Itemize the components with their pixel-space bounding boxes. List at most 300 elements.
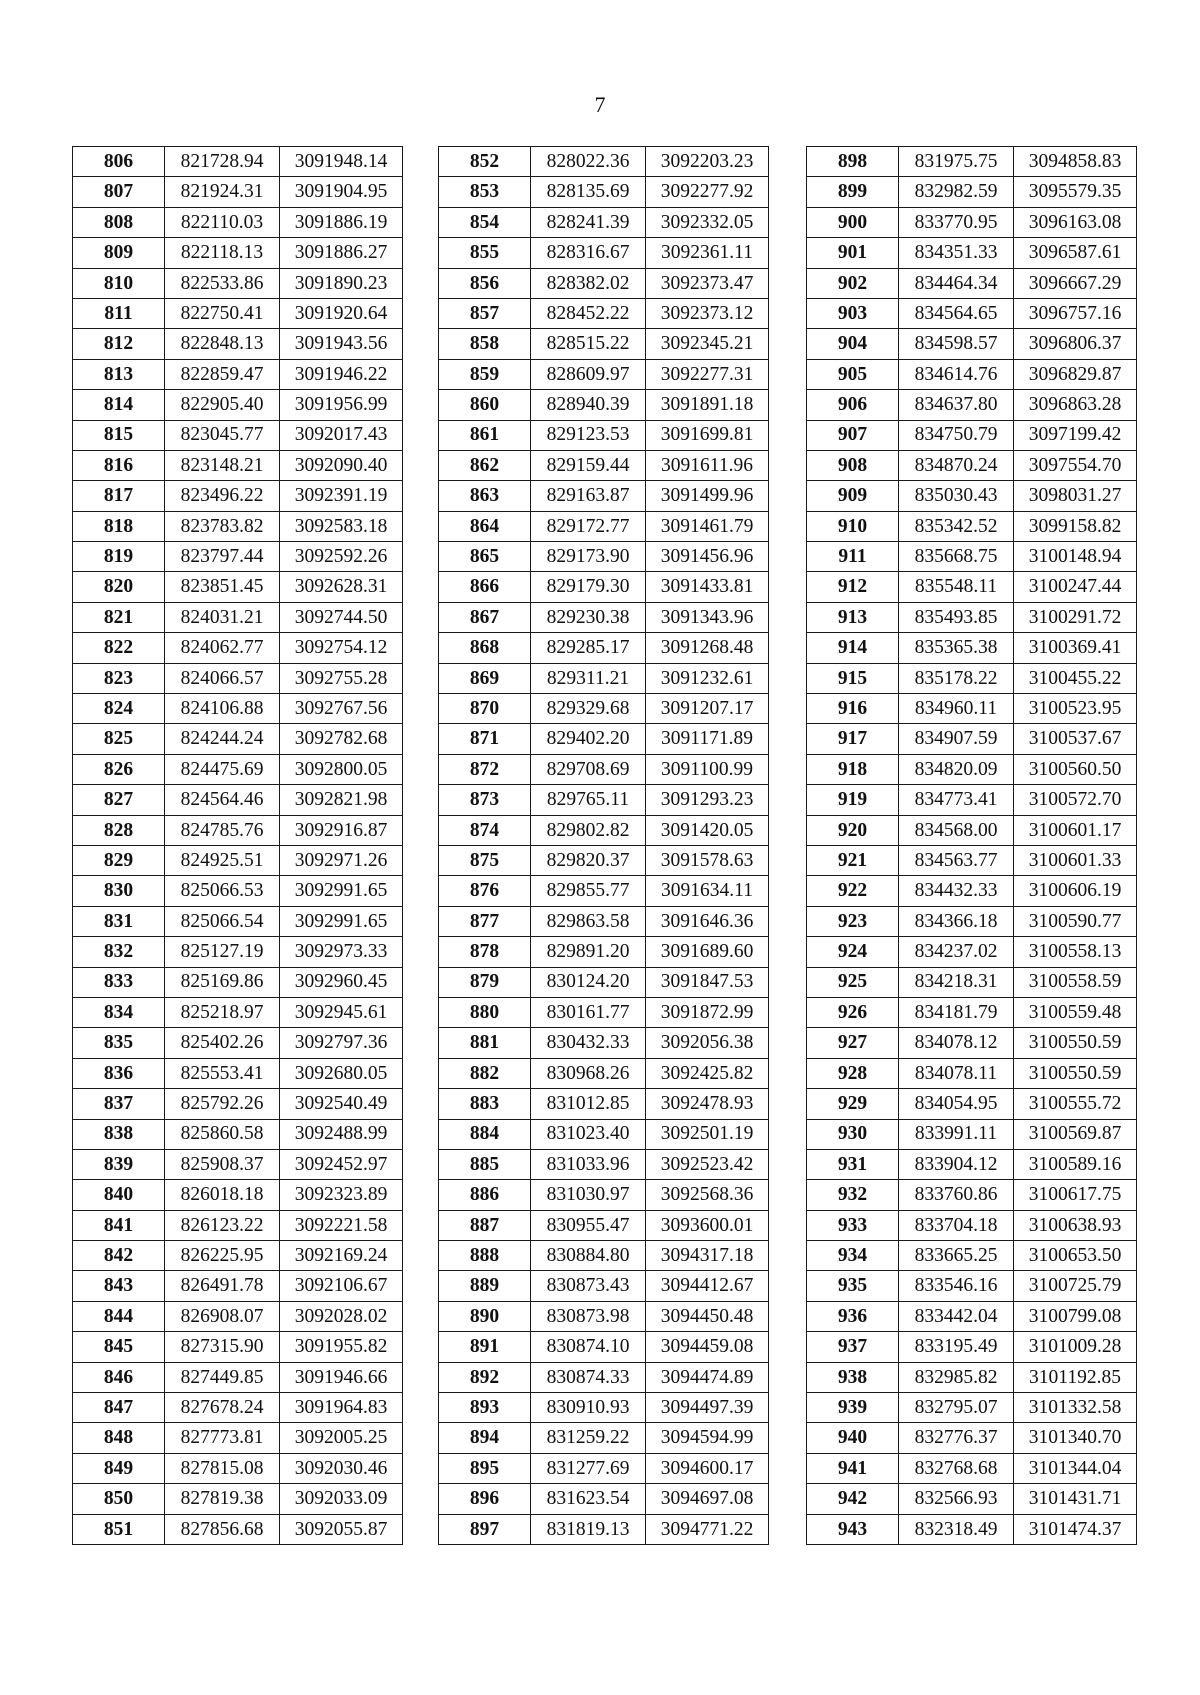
coordinate-y: 3100601.17 — [1014, 815, 1137, 845]
point-number: 830 — [73, 876, 165, 906]
coordinate-x: 826018.18 — [165, 1180, 280, 1210]
coordinate-x: 824244.24 — [165, 724, 280, 754]
point-number: 857 — [439, 298, 531, 328]
table-row — [73, 298, 403, 328]
coordinate-y: 3092916.87 — [280, 815, 403, 845]
table-row — [73, 1241, 403, 1271]
coordinate-y: 3092488.99 — [280, 1119, 403, 1149]
table-row — [73, 845, 403, 875]
point-number: 818 — [73, 511, 165, 541]
point-number: 885 — [439, 1149, 531, 1179]
coordinate-x: 825792.26 — [165, 1089, 280, 1119]
coordinate-x: 829820.37 — [531, 845, 646, 875]
point-number: 812 — [73, 329, 165, 359]
point-number: 878 — [439, 937, 531, 967]
coordinate-x: 831819.13 — [531, 1514, 646, 1544]
coordinate-y: 3101431.71 — [1014, 1484, 1137, 1514]
table-row — [73, 329, 403, 359]
coordinate-x: 830910.93 — [531, 1393, 646, 1423]
point-number: 823 — [73, 663, 165, 693]
point-number: 824 — [73, 694, 165, 724]
table-row — [807, 1423, 1137, 1453]
coordinate-x: 822118.13 — [165, 238, 280, 268]
table-row — [73, 450, 403, 480]
table-row — [439, 542, 769, 572]
table-row — [807, 754, 1137, 784]
coordinate-x: 835668.75 — [899, 542, 1014, 572]
point-number: 870 — [439, 694, 531, 724]
point-number: 940 — [807, 1423, 899, 1453]
table-row — [439, 906, 769, 936]
point-number: 912 — [807, 572, 899, 602]
coordinate-y: 3091689.60 — [646, 937, 769, 967]
coordinate-x: 834750.79 — [899, 420, 1014, 450]
coordinate-y: 3100572.70 — [1014, 785, 1137, 815]
point-number: 833 — [73, 967, 165, 997]
coordinate-y: 3091891.18 — [646, 390, 769, 420]
table-row — [439, 329, 769, 359]
table-row — [439, 815, 769, 845]
point-number: 886 — [439, 1180, 531, 1210]
coordinate-y: 3092568.36 — [646, 1180, 769, 1210]
coordinate-y: 3096587.61 — [1014, 238, 1137, 268]
point-number: 815 — [73, 420, 165, 450]
table-row — [807, 1301, 1137, 1331]
point-number: 849 — [73, 1453, 165, 1483]
coordinate-x: 832566.93 — [899, 1484, 1014, 1514]
point-number: 920 — [807, 815, 899, 845]
table-row — [73, 238, 403, 268]
table-row — [439, 1149, 769, 1179]
point-number: 829 — [73, 845, 165, 875]
coordinate-x: 832318.49 — [899, 1514, 1014, 1544]
coordinate-y: 3100569.87 — [1014, 1119, 1137, 1149]
point-number: 924 — [807, 937, 899, 967]
coordinate-y: 3094600.17 — [646, 1453, 769, 1483]
point-number: 893 — [439, 1393, 531, 1423]
table-row — [439, 694, 769, 724]
table-row — [73, 694, 403, 724]
coordinate-x: 826908.07 — [165, 1301, 280, 1331]
coordinate-x: 833195.49 — [899, 1332, 1014, 1362]
table-row — [807, 1484, 1137, 1514]
table-row — [439, 602, 769, 632]
coordinate-x: 828940.39 — [531, 390, 646, 420]
coordinate-x: 828609.97 — [531, 359, 646, 389]
coordinate-y: 3092005.25 — [280, 1423, 403, 1453]
point-number: 928 — [807, 1058, 899, 1088]
table-row — [73, 147, 403, 177]
coordinate-y: 3092782.68 — [280, 724, 403, 754]
table-row — [73, 937, 403, 967]
table-row — [807, 147, 1137, 177]
table-row — [73, 1149, 403, 1179]
table-row — [439, 147, 769, 177]
point-number: 838 — [73, 1119, 165, 1149]
coordinate-x: 827773.81 — [165, 1423, 280, 1453]
point-number: 876 — [439, 876, 531, 906]
point-number: 825 — [73, 724, 165, 754]
coordinate-x: 829123.53 — [531, 420, 646, 450]
coordinate-x: 830124.20 — [531, 967, 646, 997]
point-number: 880 — [439, 997, 531, 1027]
coordinate-x: 834907.59 — [899, 724, 1014, 754]
point-number: 938 — [807, 1362, 899, 1392]
point-number: 839 — [73, 1149, 165, 1179]
table-row — [807, 238, 1137, 268]
coordinate-x: 835365.38 — [899, 633, 1014, 663]
coordinate-x: 827815.08 — [165, 1453, 280, 1483]
table-row — [439, 1210, 769, 1240]
coordinate-y: 3094497.39 — [646, 1393, 769, 1423]
coordinate-y: 3100523.95 — [1014, 694, 1137, 724]
coordinate-y: 3092391.19 — [280, 481, 403, 511]
point-number: 873 — [439, 785, 531, 815]
point-number: 840 — [73, 1180, 165, 1210]
coordinate-y: 3092323.89 — [280, 1180, 403, 1210]
coordinate-y: 3091611.96 — [646, 450, 769, 480]
coordinate-y: 3100559.48 — [1014, 997, 1137, 1027]
point-number: 809 — [73, 238, 165, 268]
coordinate-x: 825218.97 — [165, 997, 280, 1027]
coordinate-x: 822110.03 — [165, 207, 280, 237]
point-number: 844 — [73, 1301, 165, 1331]
coordinate-y: 3092991.65 — [280, 876, 403, 906]
point-number: 883 — [439, 1089, 531, 1119]
coordinate-y: 3091268.48 — [646, 633, 769, 663]
point-number: 907 — [807, 420, 899, 450]
point-number: 877 — [439, 906, 531, 936]
coordinate-y: 3092973.33 — [280, 937, 403, 967]
table-row — [439, 633, 769, 663]
point-number: 934 — [807, 1241, 899, 1271]
coordinate-y: 3100291.72 — [1014, 602, 1137, 632]
point-number: 811 — [73, 298, 165, 328]
table-row — [73, 633, 403, 663]
coordinate-y: 3092030.46 — [280, 1453, 403, 1483]
coordinate-y: 3091232.61 — [646, 663, 769, 693]
point-number: 887 — [439, 1210, 531, 1240]
coordinate-x: 829163.87 — [531, 481, 646, 511]
table-row — [807, 359, 1137, 389]
table-row — [439, 1241, 769, 1271]
point-number: 894 — [439, 1423, 531, 1453]
coordinate-y: 3100455.22 — [1014, 663, 1137, 693]
coordinate-x: 830968.26 — [531, 1058, 646, 1088]
point-number: 922 — [807, 876, 899, 906]
coordinate-x: 826225.95 — [165, 1241, 280, 1271]
coordinate-x: 832776.37 — [899, 1423, 1014, 1453]
coordinate-y: 3093600.01 — [646, 1210, 769, 1240]
table-row — [439, 572, 769, 602]
point-number: 860 — [439, 390, 531, 420]
coordinate-y: 3091946.22 — [280, 359, 403, 389]
coordinate-x: 832795.07 — [899, 1393, 1014, 1423]
coordinate-y: 3092680.05 — [280, 1058, 403, 1088]
coordinate-x: 835342.52 — [899, 511, 1014, 541]
table-row — [807, 937, 1137, 967]
coordinate-y: 3100558.59 — [1014, 967, 1137, 997]
coordinate-y: 3091847.53 — [646, 967, 769, 997]
coordinate-y: 3092373.12 — [646, 298, 769, 328]
coordinate-x: 833546.16 — [899, 1271, 1014, 1301]
coordinate-x: 833760.86 — [899, 1180, 1014, 1210]
point-number: 913 — [807, 602, 899, 632]
coordinate-y: 3094771.22 — [646, 1514, 769, 1544]
coordinate-x: 823045.77 — [165, 420, 280, 450]
table-row — [439, 420, 769, 450]
table-row — [807, 1332, 1137, 1362]
coordinate-y: 3092797.36 — [280, 1028, 403, 1058]
coordinate-x: 834568.00 — [899, 815, 1014, 845]
point-number: 821 — [73, 602, 165, 632]
coordinate-x: 830161.77 — [531, 997, 646, 1027]
point-number: 822 — [73, 633, 165, 663]
coordinate-x: 827856.68 — [165, 1514, 280, 1544]
point-number: 931 — [807, 1149, 899, 1179]
table-row — [73, 268, 403, 298]
table-row — [807, 663, 1137, 693]
coordinate-y: 3091171.89 — [646, 724, 769, 754]
table-row — [73, 542, 403, 572]
coordinate-x: 834870.24 — [899, 450, 1014, 480]
coordinate-y: 3091343.96 — [646, 602, 769, 632]
point-number: 841 — [73, 1210, 165, 1240]
coordinate-y: 3092203.23 — [646, 147, 769, 177]
coordinate-y: 3091293.23 — [646, 785, 769, 815]
point-number: 859 — [439, 359, 531, 389]
coordinate-x: 829855.77 — [531, 876, 646, 906]
coordinate-y: 3101344.04 — [1014, 1453, 1137, 1483]
coordinate-y: 3091920.64 — [280, 298, 403, 328]
table-row — [73, 1423, 403, 1453]
coordinate-x: 822848.13 — [165, 329, 280, 359]
coordinate-x: 831259.22 — [531, 1423, 646, 1453]
coordinate-x: 834078.12 — [899, 1028, 1014, 1058]
point-number: 919 — [807, 785, 899, 815]
point-number: 831 — [73, 906, 165, 936]
point-number: 915 — [807, 663, 899, 693]
table-row — [73, 481, 403, 511]
coordinate-y: 3100555.72 — [1014, 1089, 1137, 1119]
table-row — [73, 420, 403, 450]
point-number: 935 — [807, 1271, 899, 1301]
table-row — [73, 390, 403, 420]
point-number: 819 — [73, 542, 165, 572]
point-number: 855 — [439, 238, 531, 268]
point-number: 820 — [73, 572, 165, 602]
point-number: 936 — [807, 1301, 899, 1331]
coordinate-y: 3092017.43 — [280, 420, 403, 450]
point-number: 892 — [439, 1362, 531, 1392]
coordinate-x: 829863.58 — [531, 906, 646, 936]
point-number: 905 — [807, 359, 899, 389]
point-number: 925 — [807, 967, 899, 997]
table-row — [439, 1058, 769, 1088]
coordinate-y: 3091964.83 — [280, 1393, 403, 1423]
point-number: 858 — [439, 329, 531, 359]
point-number: 933 — [807, 1210, 899, 1240]
table-row — [439, 1453, 769, 1483]
coordinate-y: 3091207.17 — [646, 694, 769, 724]
point-number: 902 — [807, 268, 899, 298]
point-number: 879 — [439, 967, 531, 997]
coordinate-y: 3091456.96 — [646, 542, 769, 572]
point-number: 807 — [73, 177, 165, 207]
table-row — [807, 1180, 1137, 1210]
coordinate-x: 828022.36 — [531, 147, 646, 177]
point-number: 871 — [439, 724, 531, 754]
point-number: 884 — [439, 1119, 531, 1149]
point-number: 868 — [439, 633, 531, 663]
coordinate-y: 3091948.14 — [280, 147, 403, 177]
coordinate-x: 834218.31 — [899, 967, 1014, 997]
point-number: 889 — [439, 1271, 531, 1301]
point-number: 864 — [439, 511, 531, 541]
table-row — [807, 1514, 1137, 1544]
point-number: 926 — [807, 997, 899, 1027]
table-row — [73, 1484, 403, 1514]
table-row — [807, 876, 1137, 906]
coordinate-y: 3091433.81 — [646, 572, 769, 602]
coordinate-y: 3091634.11 — [646, 876, 769, 906]
table-row — [439, 997, 769, 1027]
point-number: 942 — [807, 1484, 899, 1514]
point-number: 890 — [439, 1301, 531, 1331]
coordinate-y: 3092821.98 — [280, 785, 403, 815]
point-number: 845 — [73, 1332, 165, 1362]
coordinate-y: 3091420.05 — [646, 815, 769, 845]
table-row — [439, 1180, 769, 1210]
coordinate-x: 825402.26 — [165, 1028, 280, 1058]
coordinate-y: 3092592.26 — [280, 542, 403, 572]
coordinate-y: 3091499.96 — [646, 481, 769, 511]
coordinate-y: 3091461.79 — [646, 511, 769, 541]
coordinate-y: 3092523.42 — [646, 1149, 769, 1179]
table-row — [807, 1453, 1137, 1483]
coordinate-y: 3092277.92 — [646, 177, 769, 207]
table-row — [807, 815, 1137, 845]
coordinate-table-3 — [806, 146, 1137, 1545]
point-number: 817 — [73, 481, 165, 511]
coordinate-y: 3100589.16 — [1014, 1149, 1137, 1179]
table-row — [73, 724, 403, 754]
coordinate-y: 3092501.19 — [646, 1119, 769, 1149]
table-row — [439, 845, 769, 875]
coordinate-y: 3092373.47 — [646, 268, 769, 298]
coordinate-x: 834464.34 — [899, 268, 1014, 298]
coordinate-y: 3092345.21 — [646, 329, 769, 359]
table-row — [439, 177, 769, 207]
coordinate-y: 3100560.50 — [1014, 754, 1137, 784]
table-row — [807, 542, 1137, 572]
table-row — [807, 1362, 1137, 1392]
point-number: 929 — [807, 1089, 899, 1119]
point-number: 900 — [807, 207, 899, 237]
coordinate-x: 824925.51 — [165, 845, 280, 875]
point-number: 872 — [439, 754, 531, 784]
point-number: 910 — [807, 511, 899, 541]
coordinate-y: 3091699.81 — [646, 420, 769, 450]
table-row — [807, 967, 1137, 997]
coordinate-x: 831623.54 — [531, 1484, 646, 1514]
point-number: 832 — [73, 937, 165, 967]
coordinate-x: 828452.22 — [531, 298, 646, 328]
coordinate-x: 827449.85 — [165, 1362, 280, 1392]
table-row — [73, 967, 403, 997]
coordinate-y: 3092991.65 — [280, 906, 403, 936]
table-row — [73, 1332, 403, 1362]
point-number: 937 — [807, 1332, 899, 1362]
table-row — [807, 633, 1137, 663]
table-row — [807, 1058, 1137, 1088]
table-row — [807, 906, 1137, 936]
point-number: 875 — [439, 845, 531, 875]
table-row — [73, 754, 403, 784]
table-row — [807, 997, 1137, 1027]
table-row — [73, 1301, 403, 1331]
point-number: 814 — [73, 390, 165, 420]
point-number: 835 — [73, 1028, 165, 1058]
point-number: 941 — [807, 1453, 899, 1483]
coordinate-x: 824106.88 — [165, 694, 280, 724]
point-number: 837 — [73, 1089, 165, 1119]
coordinate-y: 3092332.05 — [646, 207, 769, 237]
point-number: 874 — [439, 815, 531, 845]
coordinate-y: 3094474.89 — [646, 1362, 769, 1392]
point-number: 903 — [807, 298, 899, 328]
point-number: 904 — [807, 329, 899, 359]
table-row — [807, 724, 1137, 754]
coordinate-y: 3094317.18 — [646, 1241, 769, 1271]
coordinate-y: 3092744.50 — [280, 602, 403, 632]
coordinate-x: 830874.10 — [531, 1332, 646, 1362]
coordinate-y: 3094594.99 — [646, 1423, 769, 1453]
table-row — [73, 1514, 403, 1544]
table-row — [73, 663, 403, 693]
coordinate-x: 835493.85 — [899, 602, 1014, 632]
coordinate-y: 3092478.93 — [646, 1089, 769, 1119]
table-row — [439, 1514, 769, 1544]
coordinate-x: 830884.80 — [531, 1241, 646, 1271]
coordinate-y: 3100725.79 — [1014, 1271, 1137, 1301]
point-number: 869 — [439, 663, 531, 693]
coordinate-y: 3091904.95 — [280, 177, 403, 207]
coordinate-x: 826123.22 — [165, 1210, 280, 1240]
table-row — [73, 572, 403, 602]
point-number: 846 — [73, 1362, 165, 1392]
table-row — [439, 511, 769, 541]
table-row — [439, 1393, 769, 1423]
point-number: 852 — [439, 147, 531, 177]
coordinate-y: 3094858.83 — [1014, 147, 1137, 177]
table-row — [439, 207, 769, 237]
point-number: 897 — [439, 1514, 531, 1544]
point-number: 896 — [439, 1484, 531, 1514]
coordinate-x: 829285.17 — [531, 633, 646, 663]
coordinate-y: 3097199.42 — [1014, 420, 1137, 450]
table-row — [439, 1119, 769, 1149]
table-row — [807, 694, 1137, 724]
coordinate-x: 828316.67 — [531, 238, 646, 268]
coordinate-x: 824066.57 — [165, 663, 280, 693]
point-number: 863 — [439, 481, 531, 511]
coordinate-x: 823797.44 — [165, 542, 280, 572]
coordinate-y: 3100590.77 — [1014, 906, 1137, 936]
table-row — [807, 845, 1137, 875]
point-number: 927 — [807, 1028, 899, 1058]
coordinate-x: 824031.21 — [165, 602, 280, 632]
